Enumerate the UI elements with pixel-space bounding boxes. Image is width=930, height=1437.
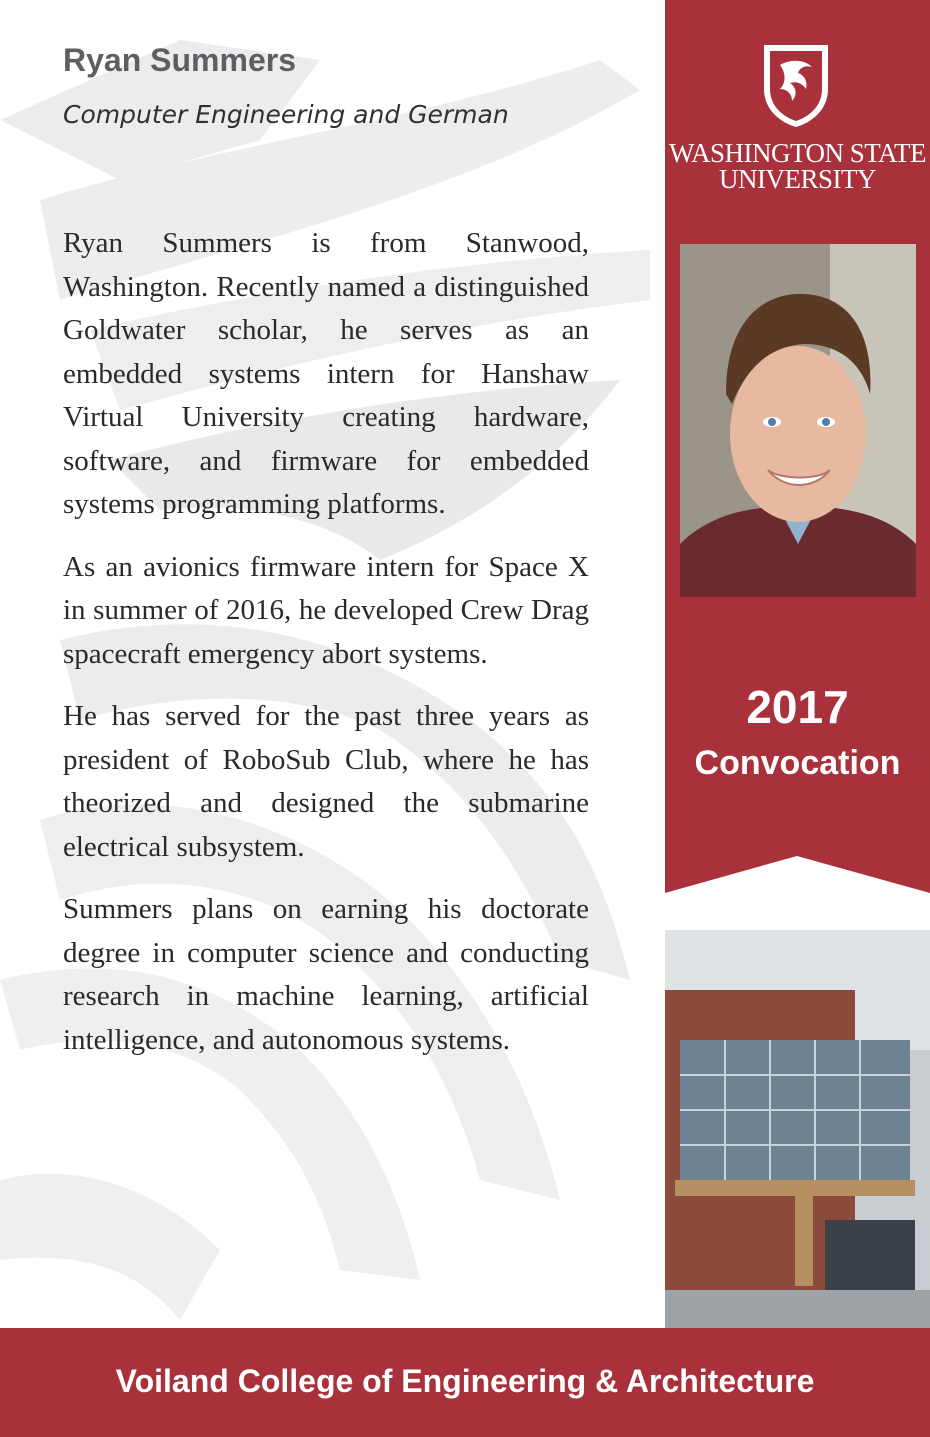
bio-paragraph: Ryan Summers is from Stanwood, Washington. Recently named a distinguished Goldwater scholar, he serves as an embedded systems intern for Hanshaw Virtual University creating hardware, software, and firmware for embedded systems programming platforms. (63, 227, 589, 520)
bio-paragraph: He has served for the past three years as president of RoboSub Club, where he has theorized and designed the submarine electrical subsystem. (63, 700, 589, 863)
bio-section (63, 222, 589, 1081)
university-name: WASHINGTON STATE (668, 138, 927, 168)
bio-paragraph: As an avionics firmware intern for Space X in summer of 2016, he developed Crew Drag spacecraft emergency abort systems. (63, 550, 589, 670)
college-name: Voiland College of Engineering & Architecture (115, 1363, 815, 1399)
wsu-logo-icon (762, 43, 830, 129)
convocation-year: 2017 (746, 681, 849, 733)
student-portrait (680, 244, 916, 597)
university-name-line2: UNIVERSITY (719, 164, 876, 194)
student-name: Ryan Summers (63, 42, 296, 78)
building-photo (665, 930, 930, 1330)
bio-paragraph: Summers plans on earning his doctorate degree in computer science and conducting research in machine learning, artificial intelligence, and autonomous systems. (63, 893, 589, 1056)
convocation-label: Convocation (694, 744, 901, 782)
student-major: Computer Engineering and German (63, 100, 509, 129)
